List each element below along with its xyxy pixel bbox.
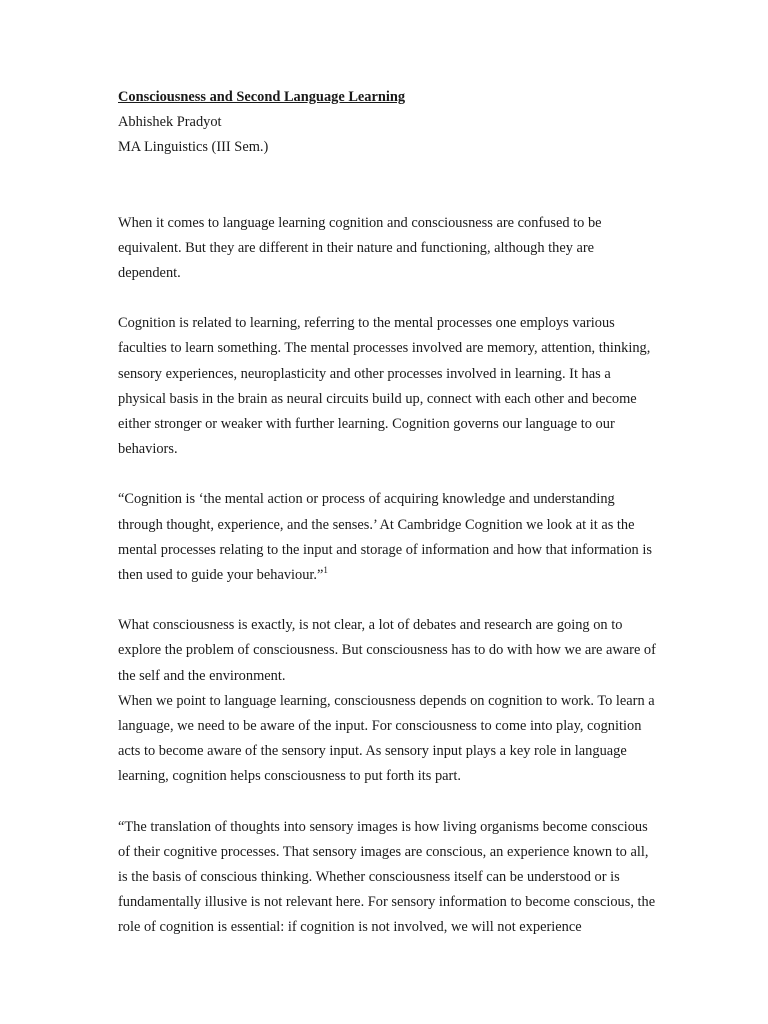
- course-info: MA Linguistics (III Sem.): [118, 139, 269, 156]
- paragraph-line: dependent.: [118, 265, 181, 282]
- paragraph-line: physical basis in the brain as neural circuits build up, connect with each other and become: [118, 390, 637, 407]
- paragraph-line: equivalent. But they are different in their nature and functioning, although they are: [118, 239, 595, 256]
- paragraph-line: fundamentally illusive is not relevant here. For sensory information to become conscious, the: [118, 894, 656, 911]
- paragraph-3-quote: [118, 487, 650, 588]
- paragraph-line: is the basis of conscious thinking. Whether consciousness itself can be understood or is: [118, 869, 620, 886]
- paragraph-line: either stronger or weaker with further learning. Cognition governs our language to our: [118, 416, 615, 433]
- paragraph-line: learning, cognition helps consciousness to put forth its part.: [118, 768, 461, 785]
- paragraph-1: [118, 211, 650, 287]
- paragraph-2: [118, 311, 650, 462]
- paragraph-line: of their cognitive processes. That sensory images are conscious, an experience known to all,: [118, 843, 649, 860]
- paragraph-line-text: then used to guide your behaviour.”: [118, 567, 324, 584]
- paragraph-line: sensory experiences, neuroplasticity and other processes involved in learning. It has a: [118, 365, 611, 382]
- paragraph-line: Cognition is related to learning, referring to the mental processes one employs various: [118, 315, 615, 332]
- paragraph-line: behaviors.: [118, 441, 178, 458]
- document-body: [118, 85, 656, 941]
- paragraph-line: When we point to language learning, consciousness depends on cognition to work. To learn a: [118, 692, 655, 709]
- paragraph-line: through thought, experience, and the senses.’ At Cambridge Cognition we look at it as the: [118, 516, 635, 533]
- paragraph-line: mental processes relating to the input and storage of information and how that information is: [118, 541, 652, 558]
- footnote-marker: 1: [323, 565, 328, 576]
- author-name: Abhishek Pradyot: [118, 114, 222, 131]
- paragraph-line: faculties to learn something. The mental processes involved are memory, attention, thinking,: [118, 340, 651, 357]
- document-title: Consciousness and Second Language Learning: [118, 89, 406, 105]
- paragraph-line: the self and the environment.: [118, 667, 286, 684]
- paragraph-5-quote: [118, 815, 656, 941]
- paragraph-line: “The translation of thoughts into sensory images is how living organisms become conscious: [118, 818, 648, 835]
- paragraph-line-with-footnote: [118, 563, 650, 588]
- paragraph-line: “Cognition is ‘the mental action or process of acquiring knowledge and understanding: [118, 491, 615, 508]
- paragraph-line: What consciousness is exactly, is not clear, a lot of debates and research are going on to: [118, 617, 623, 634]
- paragraph-line: language, we need to be aware of the input. For consciousness to come into play, cognition: [118, 718, 642, 735]
- paragraph-line: acts to become aware of the sensory input. As sensory input plays a key role in language: [118, 743, 627, 760]
- paragraph-line: role of cognition is essential: if cognition is not involved, we will not experience: [118, 919, 582, 936]
- paragraph-4: [118, 613, 656, 789]
- paragraph-line: explore the problem of consciousness. But consciousness has to do with how we are aware of: [118, 642, 656, 659]
- paragraph-line: When it comes to language learning cognition and consciousness are confused to be: [118, 214, 602, 231]
